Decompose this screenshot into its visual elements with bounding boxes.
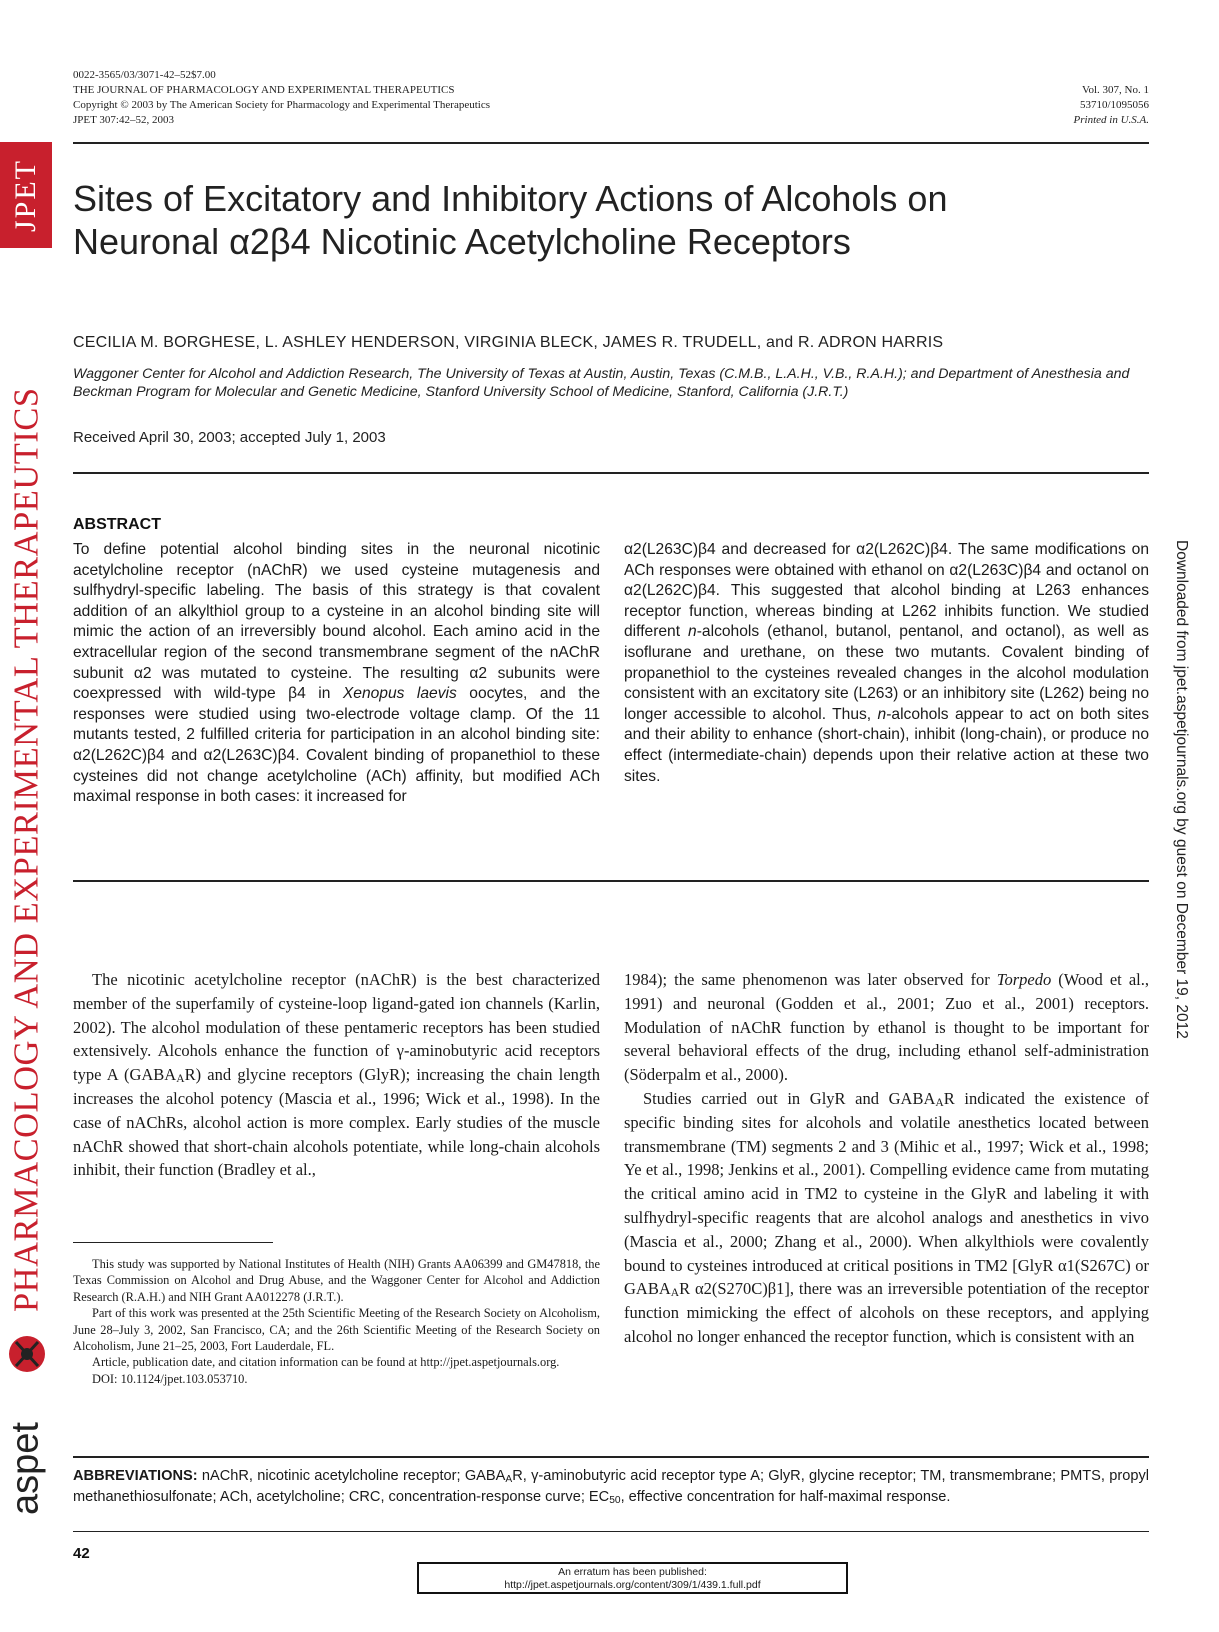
body-text: Studies carried out in GlyR and GABA xyxy=(643,1088,936,1108)
body-paragraph xyxy=(624,968,1149,1087)
abstract-text: oocytes, and the responses were studied using two-electrode voltage clamp. Of the 11 mutants tested, 2 fulfilled criteria for participation in an alcohol binding site: α2(L262C)β4 and α2(L263C)β4. Covalent binding of propanethiol to these cysteines did not change acetylcholine (ACh) affinity, but modified ACh maximal response in both cases: it increased for xyxy=(73,685,601,806)
page-number: 42 xyxy=(73,1545,90,1562)
species-name: Torpedo xyxy=(996,970,1052,989)
author-list: CECILIA M. BORGHESE, L. ASHLEY HENDERSON, VIRGINIA BLECK, JAMES R. TRUDELL, and R. ADRON HARRIS xyxy=(73,334,944,351)
body-text: 1984); the same phenomenon was later observed for xyxy=(624,970,997,989)
footnote-presentation: Part of this work was presented at the 25th Scientific Meeting of the Research Society on Alcoholism, June 28–July 3, 2002, San Francisco, CA; and the 26th Scientific Meeting of the Research Society on Alcoholism, June 21–25, 2003, Fort Lauderdale, FL. xyxy=(73,1306,600,1354)
aspet-logo-icon xyxy=(4,1328,50,1378)
body-text: (Wood et al., 1991) and neuronal (Godden et al., 2001; Zuo et al., 2001) receptors. Modulation of nAChR function by ethanol is thought to be important for several behavioral effects of the drug, including ethanol self-administration (Söderpalm et al., 2000). xyxy=(624,970,1149,1085)
abstract-heading: ABSTRACT xyxy=(73,516,161,533)
abbrev-bottom-rule xyxy=(73,1531,1149,1532)
erratum-link[interactable]: http://jpet.aspetjournals.org/content/309/1/439.1.full.pdf xyxy=(504,1579,761,1591)
spine-journal-name: PHARMACOLOGY AND EXPERIMENTAL THERAPEUTICS xyxy=(7,387,46,1312)
body-paragraph xyxy=(73,968,600,1182)
abstract-left-column xyxy=(73,540,600,808)
footnote-funding: This study was supported by National Institutes of Health (NIH) Grants AA06399 and GM47818, the Texas Commission on Alcohol and Drug Abuse, and the Waggoner Center for Alcohol and Addiction Research (R.A.H.) and NIH Grant AA012278 (J.R.T.). xyxy=(73,1257,600,1304)
printed-location: Printed in U.S.A. xyxy=(1073,114,1149,126)
abstract-text: -alcohols appear to act on both sites and their ability to enhance (short-chain), inhibit (long-chain), or produce no effect (intermediate-chain) depends upon their relative action at these two sites. xyxy=(624,705,1149,785)
abbreviations xyxy=(73,1466,1149,1507)
abbrev-label: ABBREVIATIONS: xyxy=(73,1468,198,1484)
subscript: A xyxy=(935,1096,944,1109)
abstract-top-rule xyxy=(73,472,1149,474)
download-note: Downloaded from jpet.aspetjournals.org by guest on December 19, 2012 xyxy=(1173,540,1190,1039)
journal-header xyxy=(73,68,490,128)
species-name: Xenopus laevis xyxy=(342,685,457,703)
volume: Vol. 307, No. 1 xyxy=(1081,84,1149,96)
subscript: A xyxy=(670,1287,680,1300)
aspet-logo-text: aspet xyxy=(4,1422,47,1515)
abstract-text: α2(L263C)β4 and decreased for α2(L262C)β4. The same modifications on ACh responses were obtained with ethanol on α2(L263C)β4 and octanol on α2(L262C)β4. This suggested that alcohol binding at L263 enhances receptor function, whereas binding at L262 inhibits function. We studied different xyxy=(624,541,1149,641)
subscript: A xyxy=(505,1474,513,1485)
body-text: R indicated the existence of specific binding sites for alcohols and volatile anesthetics located between transmembrane (TM) segments 2 and 3 (Mihic et al., 1997; Wick et al., 1998; Ye et al., 1998; Jenkins et al., 2001). Compelling evidence came from mutating the critical amino acid in TM2 to cysteine in the GlyR and labeling it with sulfhydryl-specific reagents that are alcohol analogs and anesthetics in vivo (Mascia et al., 2000; Zhang et al., 2000). When alkylthiols were covalently bound to cysteines introduced at critical positions in TM2 [GlyR α1(S267C) or GABA xyxy=(624,1088,1149,1299)
jpet-badge-text: JPET xyxy=(9,158,42,232)
body-text: The nicotinic acetylcholine receptor (nAChR) is the best characterized member of the superfamily of cysteine-loop ligand-gated ion channels (Karlin, 2002). The alcohol modulation of these pentameric receptors has been studied extensively. Alcohols enhance the function of γ-aminobutyric acid receptors type A (GABA xyxy=(73,970,600,1085)
erratum-notice[interactable] xyxy=(417,1562,848,1594)
abbrev-text: , effective concentration for half-maximal response. xyxy=(620,1488,951,1505)
journal-issue-info xyxy=(1074,83,1149,128)
header-copyright: Copyright © 2003 by The American Society for Pharmacology and Experimental Therapeutics xyxy=(73,99,490,111)
body-paragraph xyxy=(624,1087,1149,1349)
footnote-doi: DOI: 10.1124/jpet.103.053710. xyxy=(92,1371,248,1386)
erratum-line: An erratum has been published: xyxy=(558,1566,707,1578)
body-left-column xyxy=(73,968,600,1182)
body-text: R α2(S270C)β1], there was an irreversible potentiation of the receptor function mimicking the effect of alcohols on these receptors, and applying alcohol no longer enhanced the receptor function, which is consistent with an xyxy=(624,1279,1149,1346)
body-text: R) and glycine receptors (GlyR); increasing the chain length increases the alcohol potency (Mascia et al., 1996; Wick et al., 1998). In the case of nAChRs, alcohol action is more complex. Early studies of the muscle nAChR showed that short-chain alcohols potentiate, while long-chain alcohols inhibit, their function (Bradley et al., xyxy=(73,1065,601,1180)
footnotes xyxy=(73,1256,600,1387)
abbrev-text: R, γ-aminobutyric acid receptor type A; GlyR, glycine receptor; TM, transmembrane; PMTS, propyl methanethiosulfonate; ACh, acetylcholine; CRC, concentration-response curve; EC xyxy=(73,1468,1149,1505)
title-line-2: Neuronal α2β4 Nicotinic Acetylcholine Receptors xyxy=(73,221,851,262)
footnote-article-info: Article, publication date, and citation information can be found at http://jpet.aspetjournals.org. xyxy=(92,1355,560,1370)
header-rule xyxy=(73,142,1149,144)
subscript: A xyxy=(176,1073,185,1086)
affiliations: Waggoner Center for Alcohol and Addiction Research, The University of Texas at Austin, Austin, Texas (C.M.B., L.A.H., V.B., R.A.H.); and Department of Anesthesia and Beckman Program for Molecular and Genetic Medicine, Stanford University School of Medicine, Stanford, California (J.R.T.) xyxy=(73,366,1130,400)
italic-n: n xyxy=(688,623,697,641)
abstract-text: -alcohols (ethanol, butanol, pentanol, and octanol), as well as isoflurane and urethane, on these two mutants. Covalent binding of propanethiol to the cysteines revealed changes in the alcohol modulation consistent with an excitatory site (L263) or an inhibitory site (L262) being no longer accessible to alcohol. Thus, xyxy=(624,623,1149,723)
abstract-text: To define potential alcohol binding sites in the neuronal nicotinic acetylcholine receptor (nAChR) we used cysteine mutagenesis and sulfhydryl-specific labeling. The basis of this strategy is that covalent addition of an alkylthiol group to a cysteine in an alcohol binding site will mimic the action of an irreversibly bound alcohol. Each amino acid in the extracellular region of the second transmembrane segment of the nAChR subunit α2 was mutated to cysteine. The resulting α2 subunits were coexpressed with wild-type β4 in xyxy=(73,541,600,703)
abbrev-top-rule xyxy=(73,1456,1149,1458)
article-title xyxy=(73,177,1133,263)
abbrev-text: nAChR, nicotinic acetylcholine receptor; GABA xyxy=(197,1468,506,1484)
footnote-rule xyxy=(73,1242,273,1243)
body-right-column xyxy=(624,968,1149,1349)
received-dates: Received April 30, 2003; accepted July 1, 2003 xyxy=(73,429,386,446)
subscript: 50 xyxy=(609,1494,621,1506)
doc-id: 53710/1095056 xyxy=(1079,99,1149,111)
abstract-right-column xyxy=(624,540,1149,787)
header-line: 0022-3565/03/3071-42–52$7.00 xyxy=(73,69,216,81)
title-line-1: Sites of Excitatory and Inhibitory Actions of Alcohols on xyxy=(73,178,948,219)
header-citation: JPET 307:42–52, 2003 xyxy=(73,114,174,126)
header-journal-name: THE JOURNAL OF PHARMACOLOGY AND EXPERIMENTAL THERAPEUTICS xyxy=(73,84,455,96)
abstract-bottom-rule xyxy=(73,880,1149,882)
italic-n: n xyxy=(877,705,887,723)
